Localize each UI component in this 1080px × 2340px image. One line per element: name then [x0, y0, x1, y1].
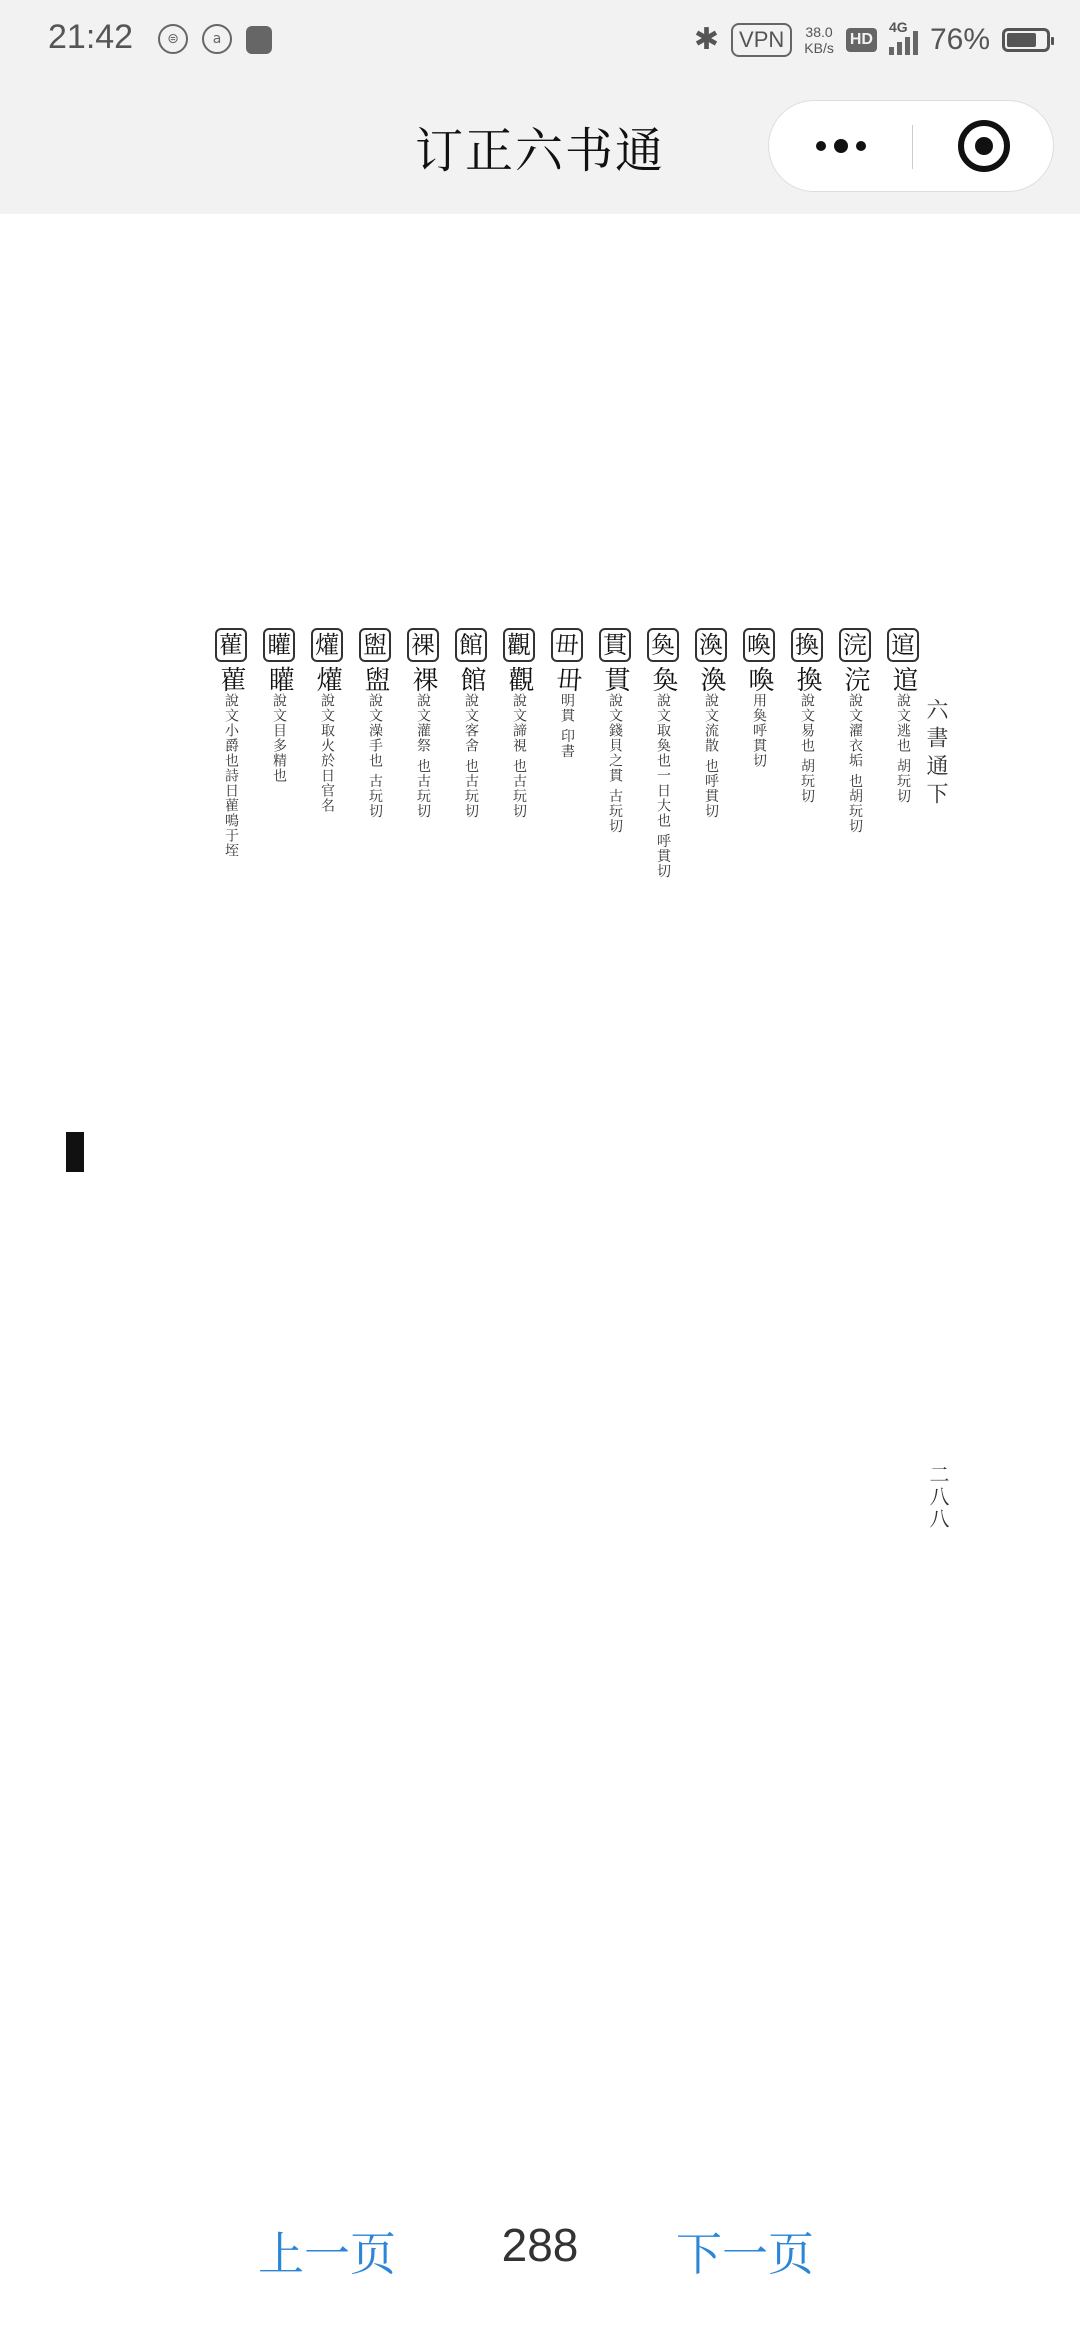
seal-character: 盥: [360, 666, 390, 693]
glyph-column: [214, 628, 248, 1428]
head-character: 逭: [887, 628, 919, 662]
seal-character: 換: [792, 666, 822, 693]
seal-character: 矔: [264, 666, 294, 693]
column-annotation: 說文取奐也一日大也 呼貫切: [655, 693, 671, 879]
glyph-column: [310, 628, 344, 1428]
column-annotation: 用奐呼貫切: [751, 693, 767, 768]
signal-icon: [888, 19, 918, 55]
more-dot-icon: [856, 141, 866, 151]
network-speed: [804, 24, 834, 56]
running-header: 六書通下: [923, 698, 948, 810]
head-character: 矔: [263, 628, 295, 662]
seal-character: 逭: [888, 666, 918, 693]
glyph-column: [358, 628, 392, 1428]
glyph-column: [262, 628, 296, 1428]
glyph-column: [550, 628, 584, 1428]
title-bar: [0, 80, 1080, 214]
status-indicators: [694, 16, 1050, 64]
head-character: 浣: [839, 628, 871, 662]
more-dot-icon: [834, 139, 848, 153]
vpn-badge: VPN: [731, 23, 792, 57]
network-speed-value: 38.0: [805, 24, 833, 40]
battery-icon: [1002, 28, 1050, 52]
column-annotation: 說文小爵也詩日雚鳴于垤: [223, 693, 239, 858]
seal-character: 雚: [216, 666, 246, 693]
page-number: 288: [501, 2219, 579, 2271]
page-navigation: [0, 2154, 1080, 2340]
column-annotation: 說文錢貝之貫 古玩切: [607, 693, 623, 834]
column-annotation: 說文客舍 也古玩切: [463, 693, 479, 819]
column-annotation: 說文諦視 也古玩切: [511, 693, 527, 819]
font-app-icon: a: [202, 24, 232, 54]
seal-character: 館: [456, 666, 486, 693]
head-character: 觀: [503, 628, 535, 662]
head-character: 喚: [743, 628, 775, 662]
seal-character: 貫: [600, 666, 630, 693]
glyph-column: [886, 628, 920, 1428]
seal-character: 爟: [312, 666, 342, 693]
column-annotation: 說文澡手也 古玩切: [367, 693, 383, 819]
margin-mark: [66, 1132, 84, 1172]
status-time: 21:42: [48, 18, 134, 56]
prev-page-button[interactable]: 上一页: [258, 2227, 396, 2281]
column-annotation: 說文易也 胡玩切: [799, 693, 815, 804]
glyph-columns: [160, 628, 920, 1428]
glyph-column: [838, 628, 872, 1428]
glyph-column: [790, 628, 824, 1428]
seal-character: 觀: [504, 666, 534, 693]
network-speed-unit: KB/s: [804, 40, 834, 56]
next-page-button[interactable]: 下一页: [676, 2227, 814, 2281]
column-annotation: 說文逃也 胡玩切: [895, 693, 911, 804]
glyph-column: [598, 628, 632, 1428]
bluetooth-icon: ✱: [693, 22, 720, 57]
head-character: 祼: [407, 628, 439, 662]
scan-page-number: 二八八: [926, 1464, 950, 1530]
seal-character: 祼: [408, 666, 438, 693]
column-annotation: 說文流散 也呼貫切: [703, 693, 719, 819]
head-character: 奐: [647, 628, 679, 662]
cat-app-icon: [246, 26, 272, 54]
column-annotation: 說文取火於日官名: [319, 693, 335, 813]
seal-character: 浣: [840, 666, 870, 693]
notification-icons: [158, 24, 272, 54]
column-annotation: 明貫 印書: [559, 693, 575, 759]
scanned-page[interactable]: [0, 214, 1080, 2154]
close-button[interactable]: [913, 101, 1055, 191]
glyph-column: [694, 628, 728, 1428]
column-annotation: 說文目多精也: [271, 693, 287, 783]
page-title: 订正六书通: [414, 123, 665, 179]
hd-badge: HD: [846, 28, 877, 52]
miniprogram-capsule: [768, 100, 1054, 192]
glyph-column: [454, 628, 488, 1428]
head-character: 渙: [695, 628, 727, 662]
column-annotation: 說文濯衣垢 也胡玩切: [847, 693, 863, 834]
seal-character: 奐: [648, 666, 678, 693]
seal-character: 喚: [744, 666, 774, 693]
glyph-column: [406, 628, 440, 1428]
glyph-column: [742, 628, 776, 1428]
glyph-column: [502, 628, 536, 1428]
app-notification-icon: ⊜: [158, 24, 188, 54]
status-bar: [0, 0, 1080, 80]
head-character: 換: [791, 628, 823, 662]
more-dot-icon: [816, 141, 826, 151]
seal-character: 毌: [552, 666, 582, 693]
head-character: 爟: [311, 628, 343, 662]
battery-level: [1007, 33, 1036, 47]
head-character: 貫: [599, 628, 631, 662]
battery-percent: 76%: [929, 23, 990, 56]
head-character: 館: [455, 628, 487, 662]
glyph-column: [646, 628, 680, 1428]
head-character: 雚: [215, 628, 247, 662]
seal-character: 渙: [696, 666, 726, 693]
head-character: 盥: [359, 628, 391, 662]
head-character: 毌: [551, 628, 583, 662]
column-annotation: 說文灌祭 也古玩切: [415, 693, 431, 819]
more-button[interactable]: [769, 101, 912, 191]
network-type: 4G: [888, 19, 908, 35]
target-icon: [958, 120, 1010, 172]
